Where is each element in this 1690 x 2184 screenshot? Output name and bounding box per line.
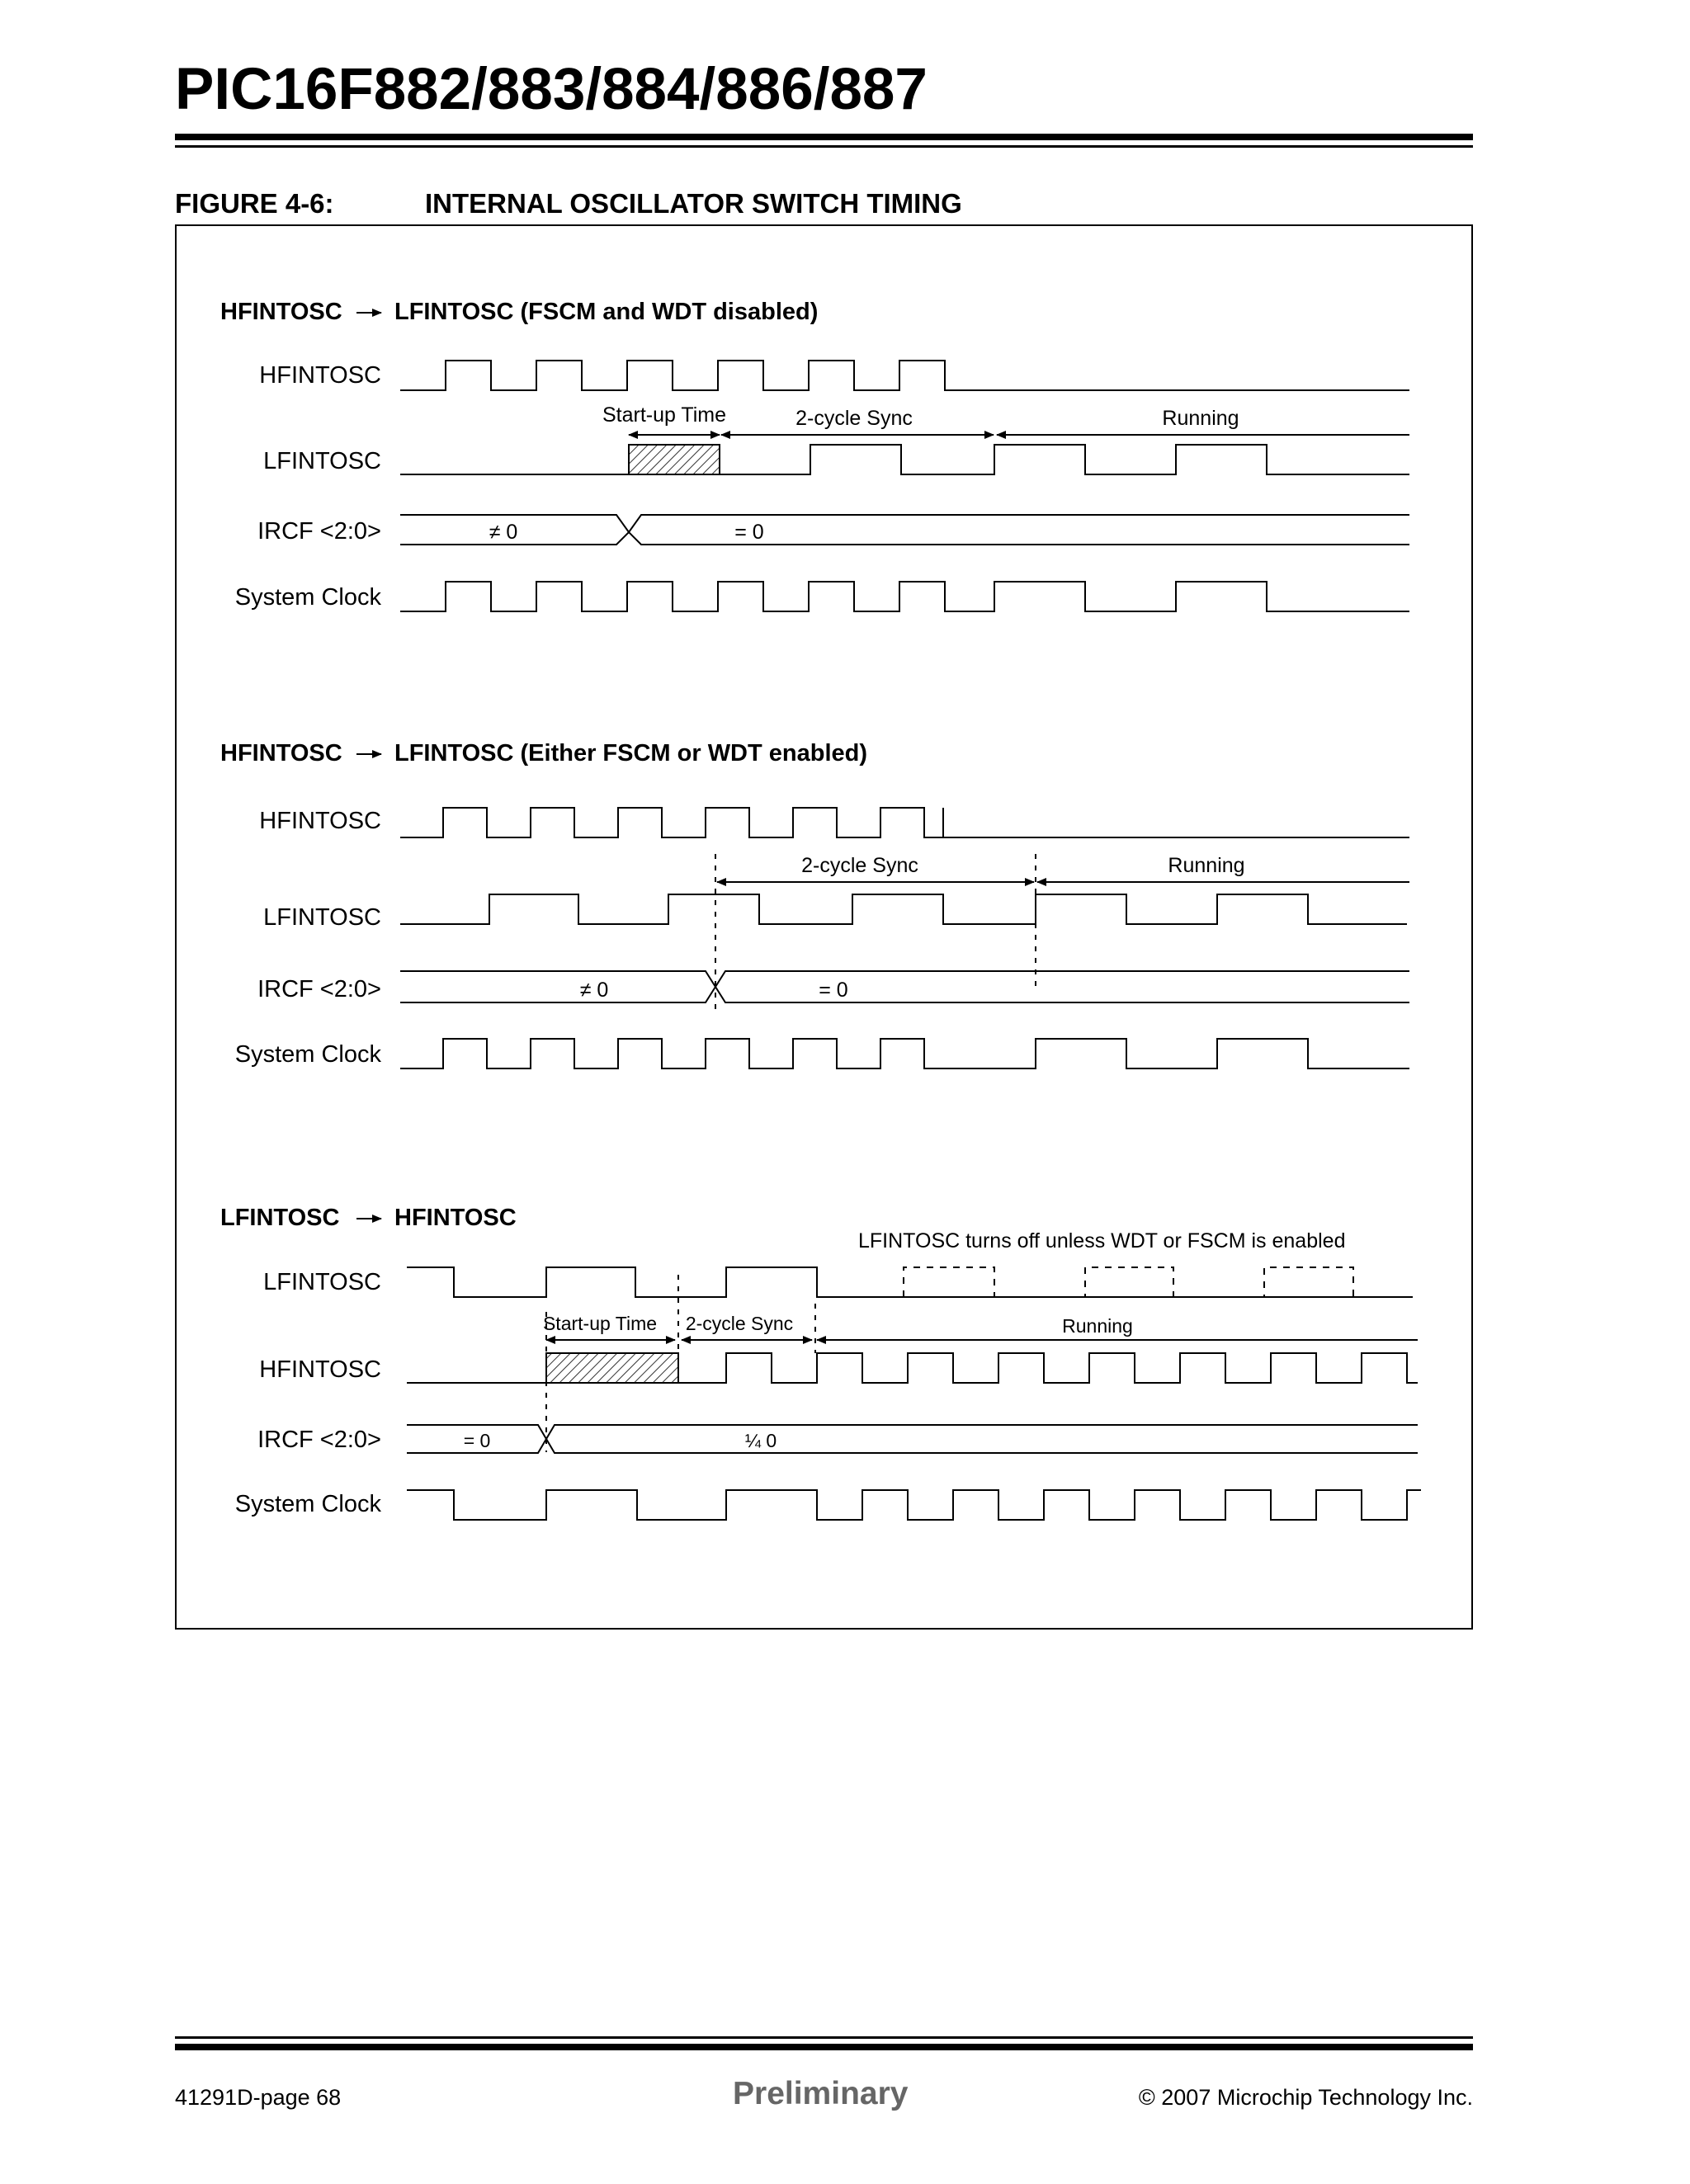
preliminary-label: Preliminary [733, 2076, 909, 2111]
figure-title: INTERNAL OSCILLATOR SWITCH TIMING [425, 188, 962, 219]
section3-title-right: HFINTOSC [394, 1205, 517, 1231]
section1-label-lfintosc: LFINTOSC [263, 448, 381, 474]
section2-system-clock-waveform [400, 1039, 1409, 1068]
section2-label-ircf: IRCF <2:0> [257, 976, 381, 1002]
section3-system-clock-waveform [407, 1490, 1421, 1520]
section1-system-clock-waveform [400, 582, 1409, 611]
page-title: PIC16F882/883/884/886/887 [175, 57, 928, 122]
section3-note: LFINTOSC turns off unless WDT or FSCM is enabled [858, 1229, 1346, 1252]
section3-running-label: Running [1062, 1315, 1133, 1337]
section3-ircf-after: ¼ 0 [744, 1430, 777, 1451]
copyright: © 2007 Microchip Technology Inc. [1138, 2085, 1473, 2110]
footer-rule-thick [175, 2044, 1473, 2050]
section2-label-system-clock: System Clock [234, 1041, 381, 1068]
section1-hfintosc-waveform [400, 361, 1409, 390]
section2-lfintosc-waveform [400, 894, 1407, 924]
section1-lfintosc-waveform [400, 445, 1409, 474]
section2-label-hfintosc: HFINTOSC [259, 808, 381, 834]
section2-hfintosc-waveform [400, 808, 1409, 837]
section1-running-label: Running [1162, 407, 1239, 430]
section1-label-hfintosc: HFINTOSC [259, 362, 381, 389]
section2-title-right: LFINTOSC (Either FSCM or WDT enabled) [394, 740, 868, 767]
section3-label-hfintosc: HFINTOSC [259, 1356, 381, 1383]
section2-label-lfintosc: LFINTOSC [263, 904, 381, 931]
footer-rule-thin [175, 2036, 1473, 2039]
section2-ircf-before: ≠ 0 [579, 979, 609, 1002]
section3-lfintosc-dashed-waveform [904, 1267, 1353, 1297]
section1-ircf-bus [400, 515, 1409, 545]
section3-ircf-bus [407, 1425, 1418, 1453]
section1-ircf-before: ≠ 0 [489, 521, 518, 544]
section1-startup-label: Start-up Time [602, 403, 727, 427]
section3-ircf-before: = 0 [463, 1430, 491, 1451]
section3-sync-label: 2-cycle Sync [685, 1313, 794, 1334]
section1-label-system-clock: System Clock [234, 584, 381, 611]
section1-label-ircf: IRCF <2:0> [257, 518, 381, 545]
section3-title-left: LFINTOSC [220, 1205, 340, 1231]
section2-sync-label: 2-cycle Sync [801, 854, 918, 877]
section3-label-ircf: IRCF <2:0> [257, 1427, 381, 1453]
figure-number: FIGURE 4-6: [175, 188, 334, 219]
section1-sync-label: 2-cycle Sync [795, 407, 913, 430]
section3-startup-hatch [546, 1353, 678, 1383]
section1-title-right: LFINTOSC (FSCM and WDT disabled) [394, 299, 819, 325]
section1-startup-hatch [629, 445, 720, 474]
section3-label-lfintosc: LFINTOSC [263, 1269, 381, 1295]
section3-label-system-clock: System Clock [234, 1491, 381, 1517]
section3-startup-label: Start-up Time [542, 1313, 658, 1334]
section1-ircf-after: = 0 [734, 521, 764, 544]
section2-ircf-after: = 0 [819, 979, 848, 1002]
section2-title-left: HFINTOSC [220, 740, 342, 767]
section2-ircf-bus [400, 971, 1409, 1002]
page-number: 41291D-page 68 [175, 2085, 342, 2110]
section3-lfintosc-waveform [407, 1267, 904, 1297]
section2-running-label: Running [1168, 854, 1245, 877]
section1-title-left: HFINTOSC [220, 299, 342, 325]
